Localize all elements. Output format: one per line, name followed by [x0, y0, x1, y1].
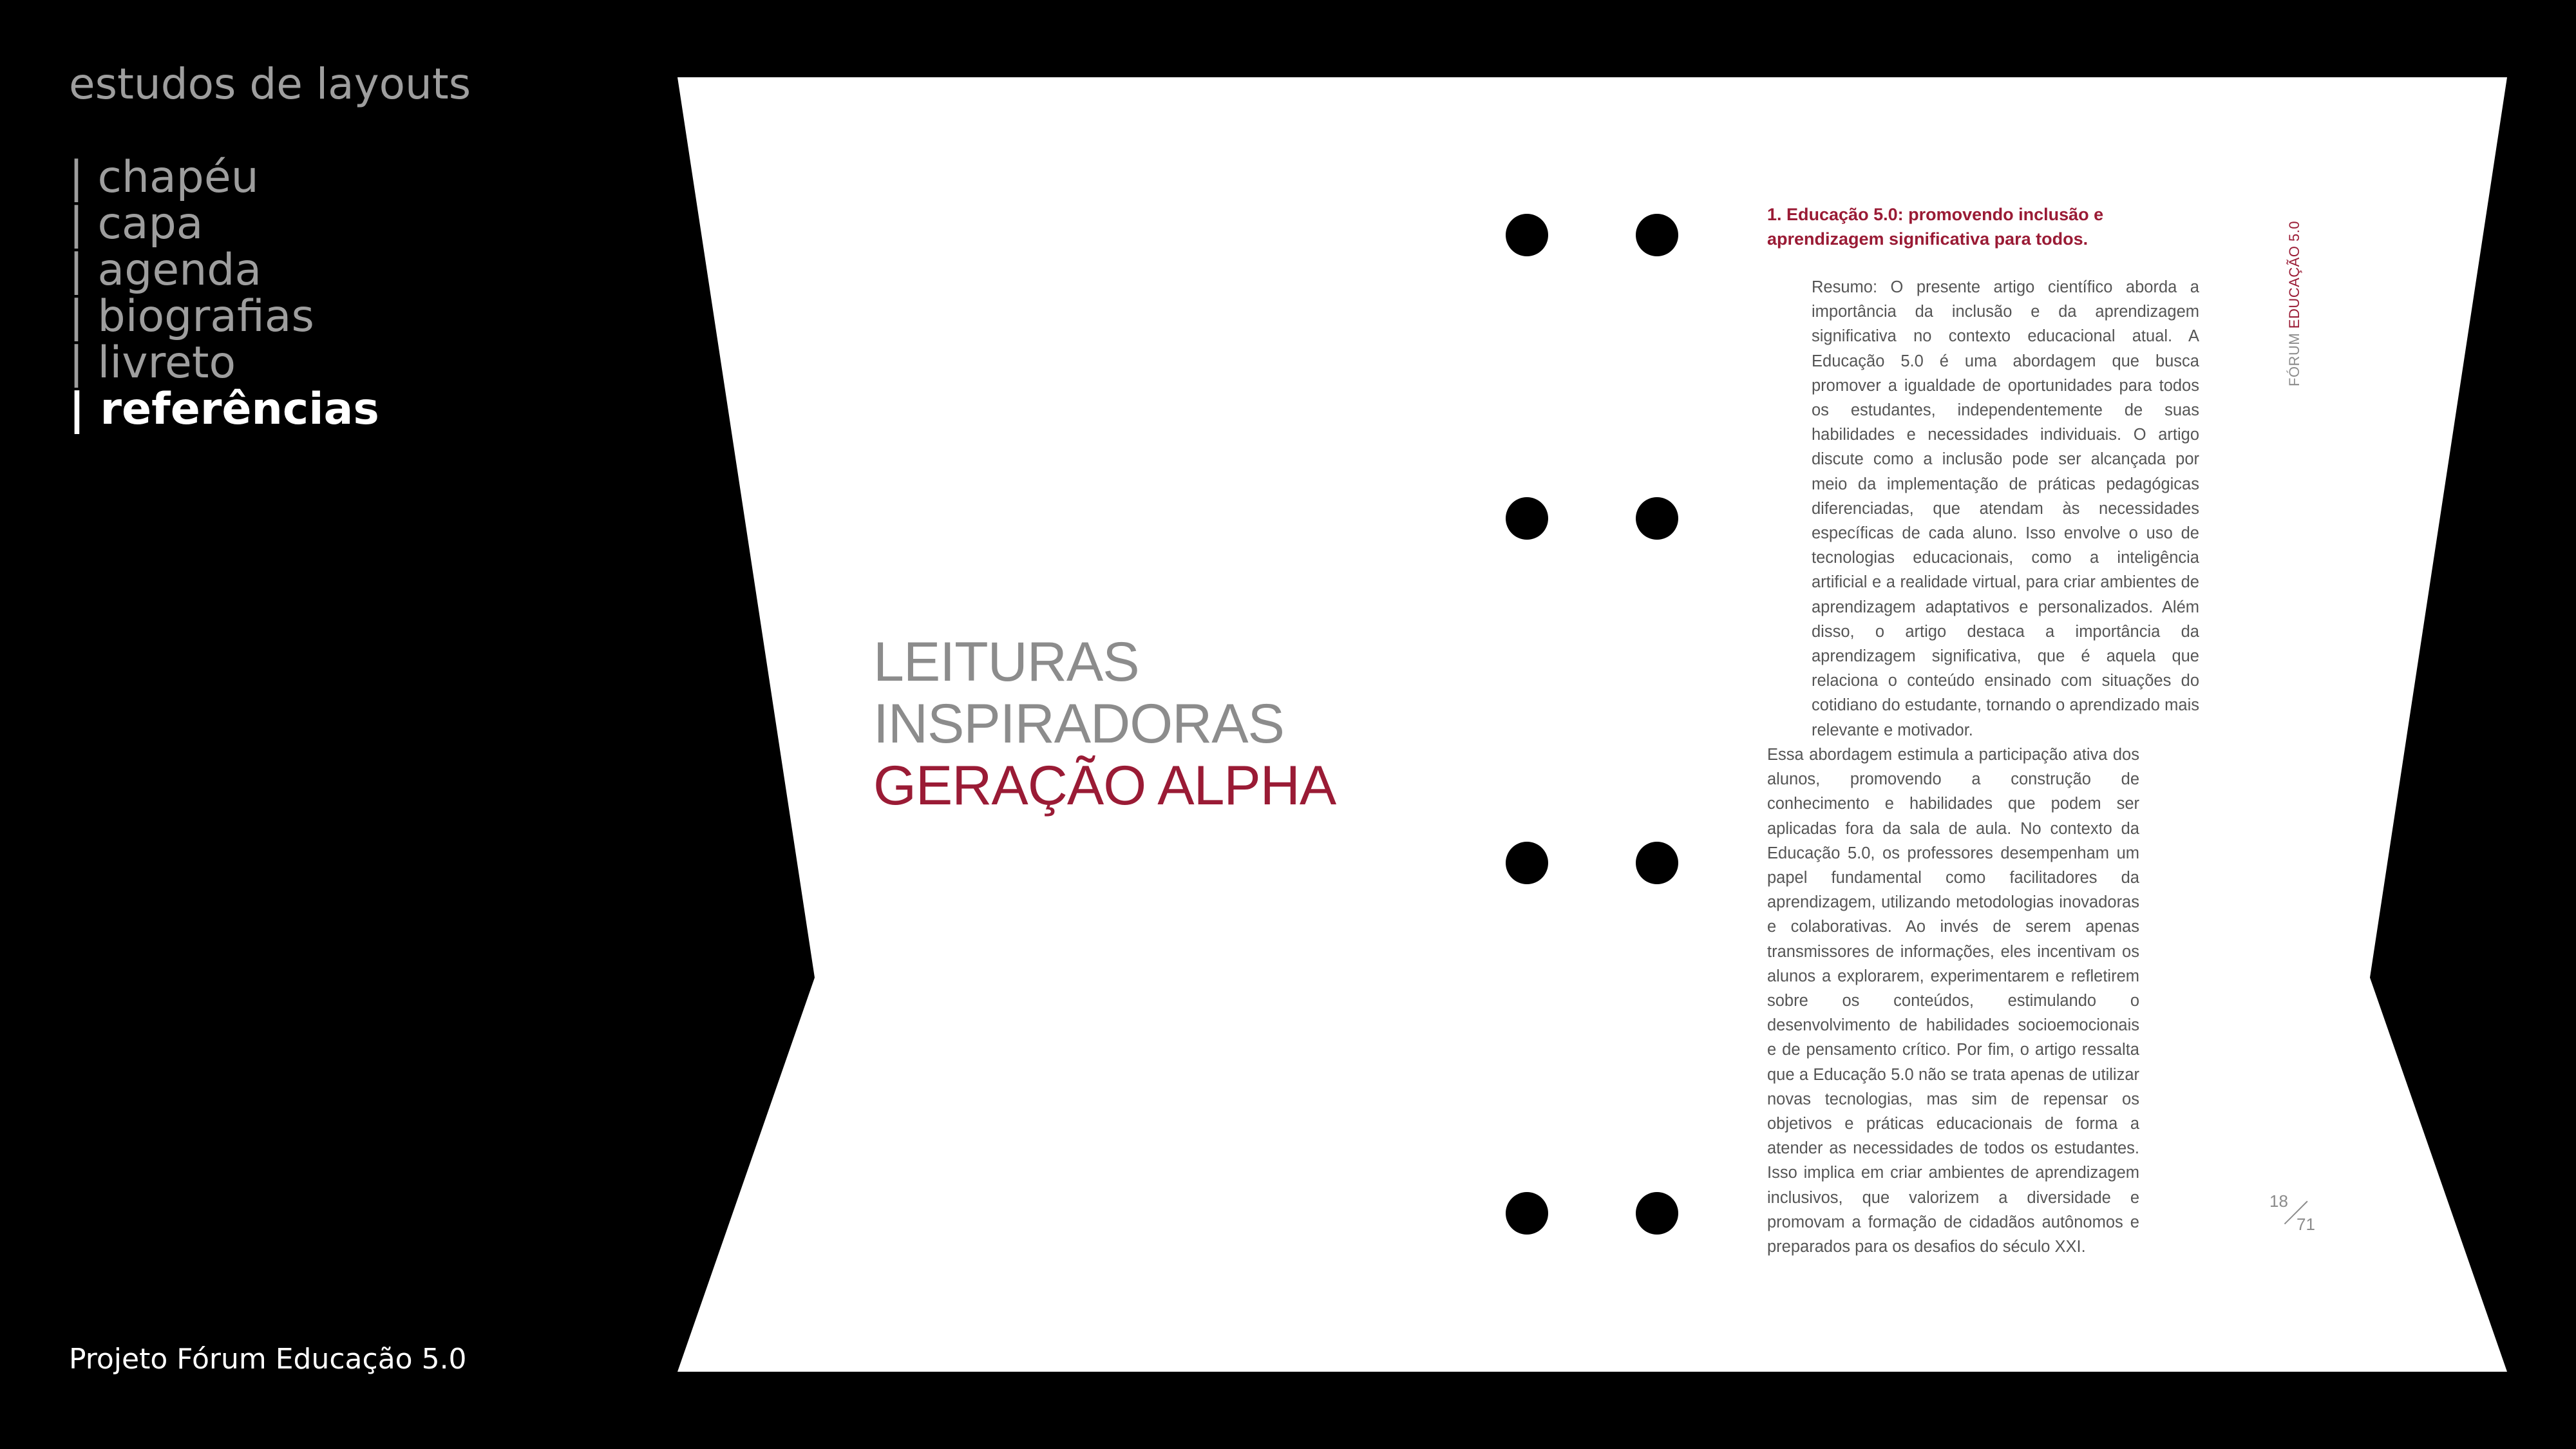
running-header — [2286, 221, 2303, 386]
nav-item-biografias[interactable]: | biografias — [69, 291, 314, 342]
page-current: 18 — [2269, 1191, 2288, 1211]
article-body: Essa abordagem estimula a participação ativa dos alunos, promovendo a construção de conhecimento e habilidades que podem ser aplicadas fora da sala de aula. No contexto da Educação 5.0, os professores desempenham um papel fundamental como facilitadores da aprendizagem, utilizando metodologias inovadoras e colaborativas. Ao invés de serem apenas transmissores de informações, eles incentivam os alunos a explorarem, experimentarem e refletirem sobre os conteúdos, estimulando o desenvolvimento de habilidades socioemocionais e de pensamento crítico. Por fim, o artigo ressalta que a Educação 5.0 não se trata apenas de utilizar novas tecnologias, mas sim de repensar os objetivos e práticas educacionais de forma a atender as necessidades de todos os estudantes. Isso implica em criar ambientes de aprendizagem inclusivos, que valorizem a diversidade e promovam a formação de cidadãos autônomos e preparados para os desafios do século XXI. — [1767, 746, 2139, 1256]
binding-dot — [1506, 842, 1548, 884]
nav-item-capa[interactable]: | capa — [69, 198, 204, 249]
heading-line-3: GERAÇÃO ALPHA — [873, 755, 1336, 817]
sidebar-title: estudos de layouts — [69, 59, 471, 109]
heading-line-1: LEITURAS — [873, 631, 1139, 693]
binding-dot — [1506, 214, 1548, 256]
binding-dot — [1636, 214, 1678, 256]
running-header-accent: EDUCAÇÃO 5.0 — [2286, 220, 2302, 329]
nav-item-referencias[interactable]: | referências — [69, 384, 379, 435]
page-total: 71 — [2297, 1215, 2315, 1234]
binding-dot — [1636, 1192, 1678, 1235]
article-title: 1. Educação 5.0: promovendo inclusão e aprendizagem significativa para todos. — [1767, 205, 2104, 249]
binding-dot — [1636, 497, 1678, 540]
page-number — [2267, 1191, 2318, 1236]
project-footer: Projeto Fórum Educação 5.0 — [69, 1343, 467, 1376]
section-heading — [873, 631, 1336, 817]
article-abstract: Resumo: O presente artigo científico aborda a importância da inclusão e da aprendizagem significativa no contexto educacional atual. A Educação 5.0 é uma abordagem que busca promover a igualdade de oportunidades para todos os estudantes, independentemente de suas habilidades e necessidades individuais. O artigo discute como a inclusão pode ser alcançada por meio da implementação de práticas pedagógicas diferenciadas, que atendam às necessidades específicas de cada aluno. Isso envolve o uso de tecnologias educacionais, como a inteligência artificial e a realidade virtual, para criar ambientes de aprendizagem adaptativos e personalizados. Além disso, o artigo destaca a importância da aprendizagem significativa, que é aquela que relaciona o conteúdo ensinado com situações do cotidiano do estudante, tornando o aprendizado mais relevante e motivador. — [1812, 278, 2199, 739]
nav-item-livreto[interactable]: | livreto — [69, 337, 236, 388]
running-header-prefix: FÓRUM — [2286, 328, 2302, 386]
binding-dot — [1506, 1192, 1548, 1235]
nav-item-chapeu[interactable]: | chapéu — [69, 152, 259, 203]
binding-dot — [1506, 497, 1548, 540]
binding-dot — [1636, 842, 1678, 884]
heading-line-2: INSPIRADORAS — [873, 693, 1284, 755]
nav-item-agenda[interactable]: | agenda — [69, 245, 262, 296]
